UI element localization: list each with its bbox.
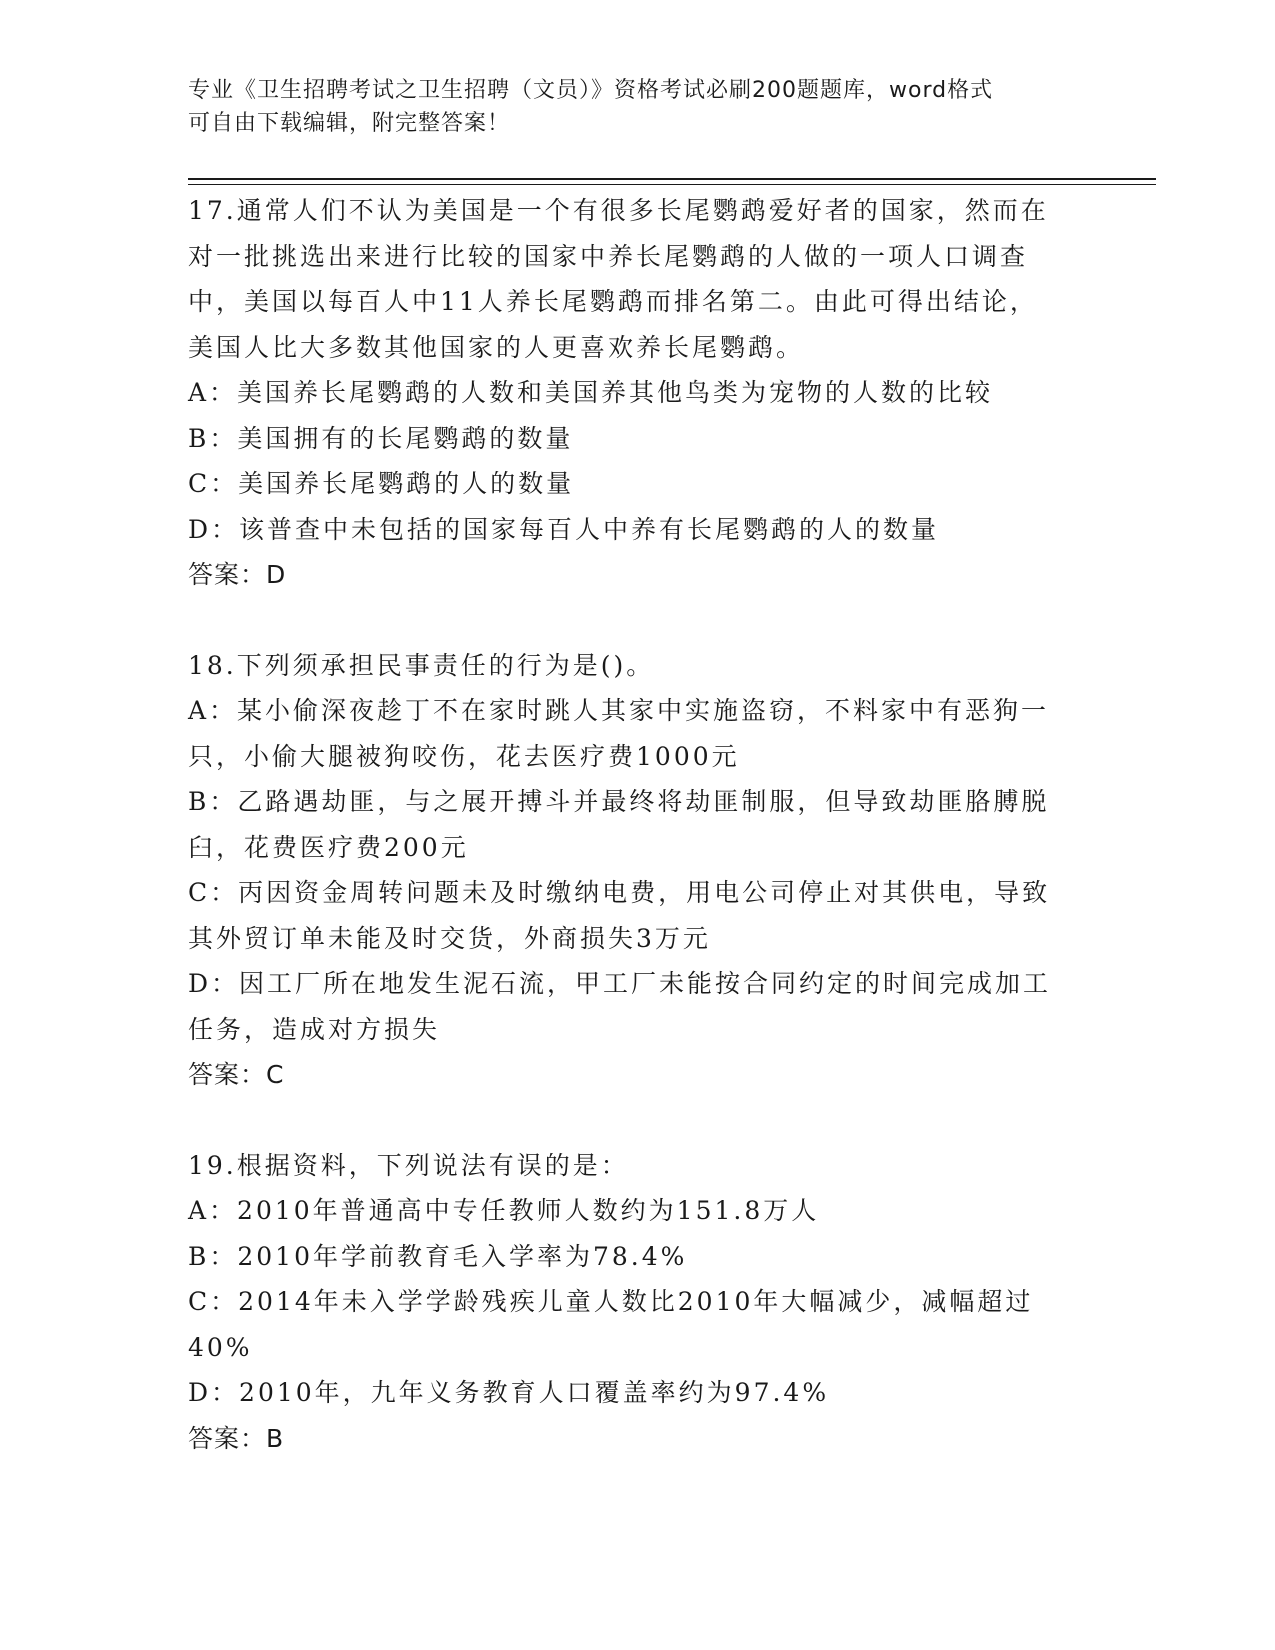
question-text: 美国人比大多数其他国家的人更喜欢养长尾鹦鹉。 xyxy=(188,332,805,362)
question-text: 中，美国以每百人中11人养长尾鹦鹉而排名第二。由此可得出结论， xyxy=(188,287,1038,316)
option-c: C：丙因资金周转问题未及时缴纳电费，用电公司停止对其供电，导致 xyxy=(188,878,1051,907)
question-17 xyxy=(188,188,1088,598)
answer-label: 答案：B xyxy=(188,1423,285,1453)
option-d: D：该普查中未包括的国家每百人中养有长尾鹦鹉的人的数量 xyxy=(188,514,940,544)
question-text: 17.通常人们不认为美国是一个有很多长尾鹦鹉爱好者的国家，然而在 xyxy=(188,196,1049,225)
option-a: A：2010年普通高中专任教师人数约为151.8万人 xyxy=(188,1196,820,1225)
option-b: B：美国拥有的长尾鹦鹉的数量 xyxy=(188,423,574,453)
option-b: B：乙路遇劫匪，与之展开搏斗并最终将劫匪制服，但导致劫匪胳膊脱 xyxy=(188,787,1050,816)
option-d: D：2010年，九年义务教育人口覆盖率约为97.4% xyxy=(188,1378,830,1407)
answer-label: 答案：C xyxy=(188,1060,285,1089)
header-line: 专业《卫生招聘考试之卫生招聘（文员）》资格考试必刷200题题库，word格式 xyxy=(188,78,994,103)
question-text: 对一批挑选出来进行比较的国家中养长尾鹦鹉的人做的一项人口调查 xyxy=(188,241,1029,271)
option-d: D：因工厂所在地发生泥石流，甲工厂未能按合同约定的时间完成加工 xyxy=(188,969,1052,998)
question-text: 18.下列须承担民事责任的行为是()。 xyxy=(188,650,655,680)
header-divider xyxy=(188,178,1156,180)
question-list xyxy=(188,188,1088,1461)
document-header xyxy=(188,74,1068,140)
question-18 xyxy=(188,643,1088,1098)
option-d-continued: 任务，造成对方损失 xyxy=(188,1014,441,1044)
question-19 xyxy=(188,1143,1088,1462)
option-a: A：美国养长尾鹦鹉的人数和美国养其他鸟类为宠物的人数的比较 xyxy=(188,378,994,407)
option-a: A：某小偷深夜趁丁不在家时跳人其家中实施盗窃，不料家中有恶狗一 xyxy=(188,696,1050,725)
option-c-continued: 其外贸订单未能及时交货，外商损失3万元 xyxy=(188,923,711,953)
option-b: B：2010年学前教育毛入学率为78.4% xyxy=(188,1241,688,1271)
option-c: C：2014年未入学学龄残疾儿童人数比2010年大幅减少，减幅超过 xyxy=(188,1287,1034,1316)
question-text: 19.根据资料，下列说法有误的是： xyxy=(188,1150,629,1180)
header-line: 可自由下载编辑，附完整答案！ xyxy=(188,111,511,136)
option-b-continued: 臼，花费医疗费200元 xyxy=(188,832,469,862)
option-c: C：美国养长尾鹦鹉的人的数量 xyxy=(188,469,575,498)
option-c-continued: 40% xyxy=(188,1332,253,1362)
option-a-continued: 只，小偷大腿被狗咬伤，花去医疗费1000元 xyxy=(188,741,740,771)
answer-label: 答案：D xyxy=(188,560,287,589)
header-divider-thin xyxy=(188,184,1156,185)
